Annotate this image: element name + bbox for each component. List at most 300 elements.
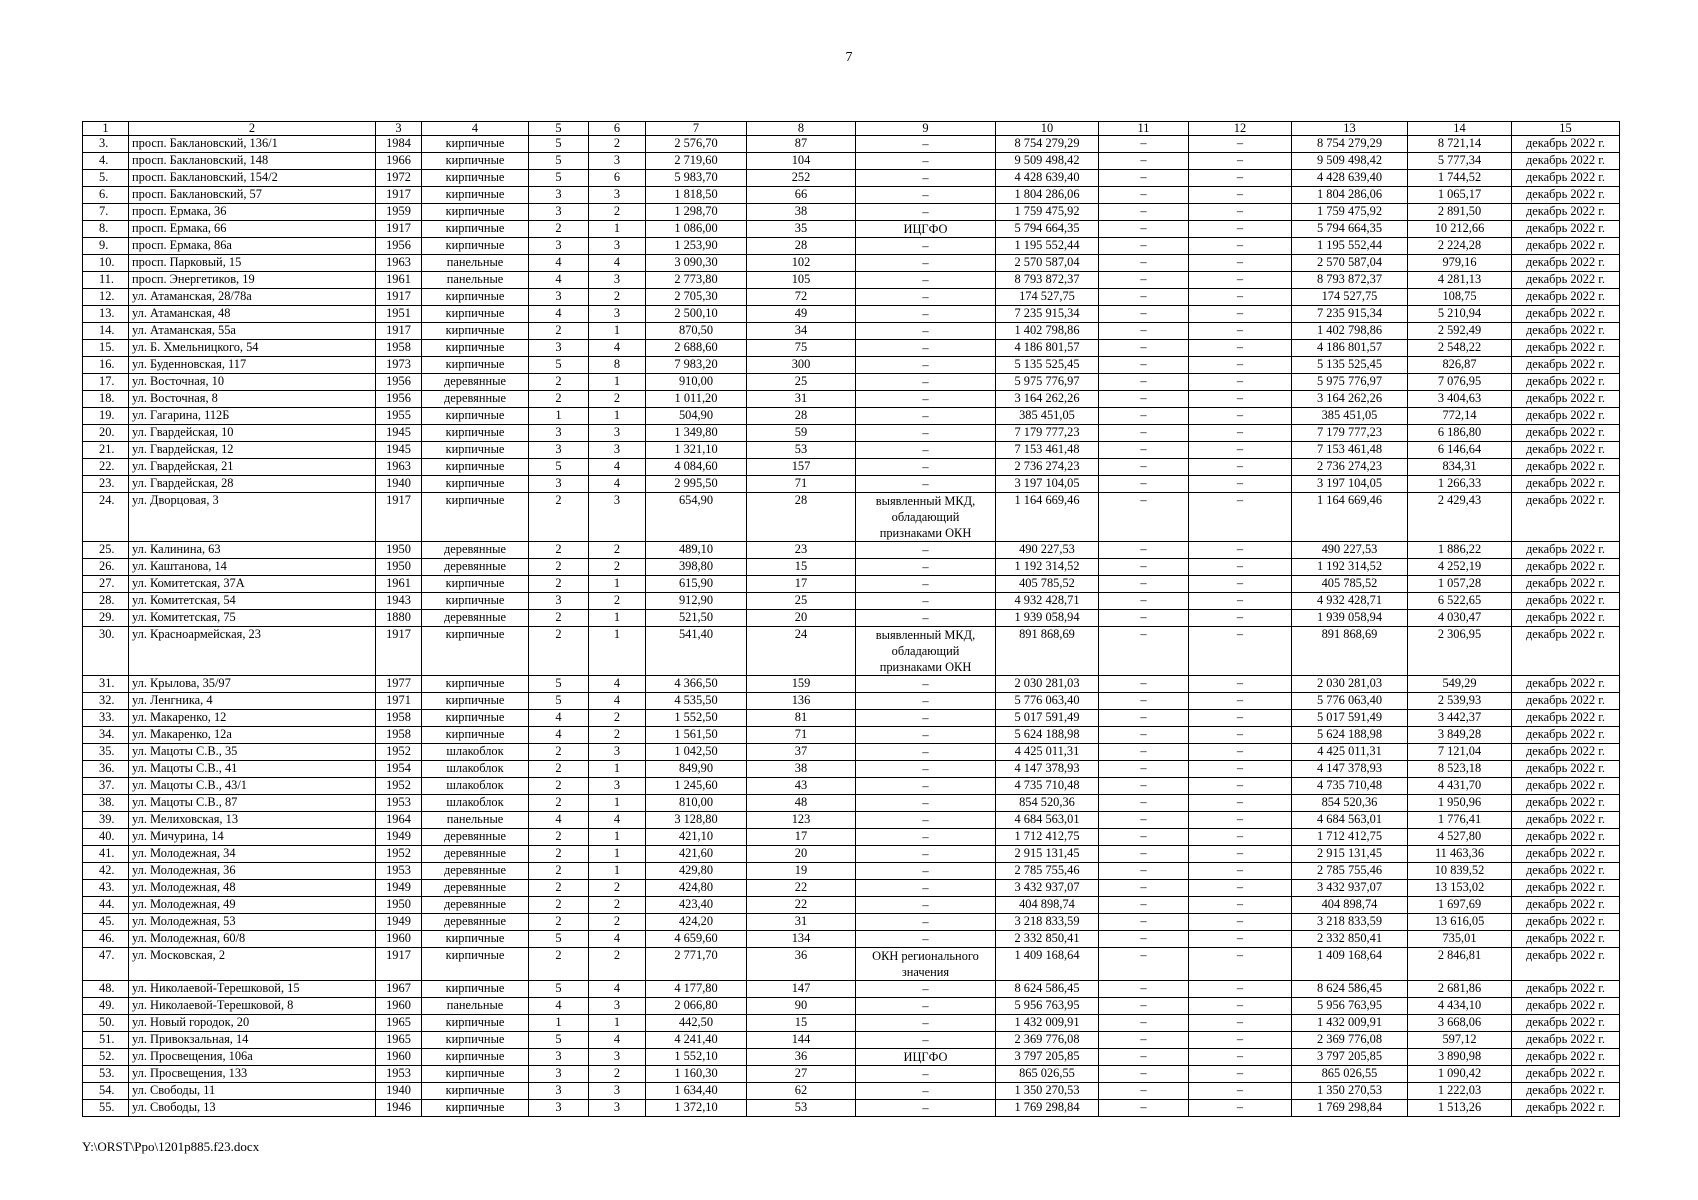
cell-floors: 3 — [529, 289, 589, 306]
cell-cost-col-13: 3 164 262,26 — [1292, 391, 1408, 408]
cell-entrances: 4 — [589, 459, 646, 476]
cell-cost-col-13: 2 570 587,04 — [1292, 255, 1408, 272]
cell-cost-col-11: – — [1099, 136, 1189, 153]
cell-cost-col-12: – — [1189, 627, 1292, 676]
cell-deadline: декабрь 2022 г. — [1512, 998, 1620, 1015]
cell-residents: 35 — [747, 221, 856, 238]
cell-floors: 5 — [529, 136, 589, 153]
cell-wall-material: кирпичные — [422, 1049, 529, 1066]
cell-address: ул. Макаренко, 12а — [129, 727, 376, 744]
cell-cost-per-sqm: 7 121,04 — [1408, 744, 1512, 761]
cell-row-number: 17. — [83, 374, 129, 391]
cell-cost-col-12: – — [1189, 576, 1292, 593]
cell-area: 3 128,80 — [646, 812, 747, 829]
cell-row-number: 32. — [83, 693, 129, 710]
cell-heritage-status: – — [856, 408, 996, 425]
cell-entrances: 4 — [589, 476, 646, 493]
cell-cost-col-11: – — [1099, 357, 1189, 374]
cell-deadline: декабрь 2022 г. — [1512, 357, 1620, 374]
column-number-header: 9 — [856, 122, 996, 136]
cell-year-built: 1956 — [376, 391, 422, 408]
cell-cost-col-11: – — [1099, 676, 1189, 693]
cell-cost-col-11: – — [1099, 255, 1189, 272]
cell-cost-col-11: – — [1099, 880, 1189, 897]
cell-heritage-status: – — [856, 187, 996, 204]
cell-floors: 5 — [529, 153, 589, 170]
cell-area: 2 773,80 — [646, 272, 747, 289]
cell-address: ул. Гвардейская, 10 — [129, 425, 376, 442]
table-row — [83, 727, 1620, 744]
cell-heritage-status: – — [856, 459, 996, 476]
cell-floors: 1 — [529, 408, 589, 425]
cell-cost-col-12: – — [1189, 981, 1292, 998]
cell-cost-total: 2 030 281,03 — [996, 676, 1099, 693]
cell-cost-total: 1 939 058,94 — [996, 610, 1099, 627]
cell-year-built: 1940 — [376, 1083, 422, 1100]
table-row — [83, 676, 1620, 693]
cell-cost-col-11: – — [1099, 998, 1189, 1015]
cell-wall-material: кирпичные — [422, 576, 529, 593]
cell-entrances: 3 — [589, 238, 646, 255]
cell-year-built: 1963 — [376, 459, 422, 476]
cell-cost-total: 1 350 270,53 — [996, 1083, 1099, 1100]
cell-cost-per-sqm: 4 252,19 — [1408, 559, 1512, 576]
cell-wall-material: деревянные — [422, 610, 529, 627]
cell-cost-col-12: – — [1189, 170, 1292, 187]
cell-heritage-status: – — [856, 812, 996, 829]
cell-deadline: декабрь 2022 г. — [1512, 576, 1620, 593]
table-row — [83, 357, 1620, 374]
cell-cost-per-sqm: 5 210,94 — [1408, 306, 1512, 323]
cell-wall-material: кирпичные — [422, 1083, 529, 1100]
cell-entrances: 2 — [589, 204, 646, 221]
cell-floors: 4 — [529, 998, 589, 1015]
cell-cost-col-11: – — [1099, 221, 1189, 238]
cell-address: ул. Николаевой-Терешковой, 8 — [129, 998, 376, 1015]
cell-entrances: 4 — [589, 693, 646, 710]
cell-area: 421,60 — [646, 846, 747, 863]
cell-floors: 2 — [529, 323, 589, 340]
cell-area: 429,80 — [646, 863, 747, 880]
cell-cost-col-11: – — [1099, 829, 1189, 846]
table-row — [83, 391, 1620, 408]
cell-cost-per-sqm: 6 522,65 — [1408, 593, 1512, 610]
cell-deadline: декабрь 2022 г. — [1512, 931, 1620, 948]
cell-deadline: декабрь 2022 г. — [1512, 914, 1620, 931]
cell-area: 1 561,50 — [646, 727, 747, 744]
cell-area: 870,50 — [646, 323, 747, 340]
cell-cost-col-11: – — [1099, 204, 1189, 221]
cell-wall-material: кирпичные — [422, 153, 529, 170]
cell-cost-total: 5 975 776,97 — [996, 374, 1099, 391]
cell-area: 654,90 — [646, 493, 747, 542]
cell-area: 4 084,60 — [646, 459, 747, 476]
cell-row-number: 10. — [83, 255, 129, 272]
cell-floors: 5 — [529, 676, 589, 693]
cell-row-number: 50. — [83, 1015, 129, 1032]
cell-cost-col-13: 5 135 525,45 — [1292, 357, 1408, 374]
table-row — [83, 914, 1620, 931]
cell-year-built: 1954 — [376, 761, 422, 778]
cell-floors: 4 — [529, 272, 589, 289]
cell-row-number: 28. — [83, 593, 129, 610]
cell-year-built: 1973 — [376, 357, 422, 374]
cell-cost-col-11: – — [1099, 374, 1189, 391]
cell-cost-per-sqm: 10 839,52 — [1408, 863, 1512, 880]
cell-year-built: 1945 — [376, 425, 422, 442]
table-row — [83, 374, 1620, 391]
table-row — [83, 272, 1620, 289]
cell-cost-col-13: 8 793 872,37 — [1292, 272, 1408, 289]
table-row — [83, 340, 1620, 357]
cell-deadline: декабрь 2022 г. — [1512, 272, 1620, 289]
cell-heritage-status: – — [856, 914, 996, 931]
cell-row-number: 16. — [83, 357, 129, 374]
cell-row-number: 37. — [83, 778, 129, 795]
cell-area: 2 995,50 — [646, 476, 747, 493]
cell-cost-per-sqm: 2 224,28 — [1408, 238, 1512, 255]
cell-wall-material: кирпичные — [422, 425, 529, 442]
cell-heritage-status: – — [856, 425, 996, 442]
cell-cost-col-11: – — [1099, 425, 1189, 442]
cell-cost-total: 174 527,75 — [996, 289, 1099, 306]
cell-cost-col-13: 1 195 552,44 — [1292, 238, 1408, 255]
cell-area: 521,50 — [646, 610, 747, 627]
cell-wall-material: кирпичные — [422, 981, 529, 998]
cell-floors: 3 — [529, 1066, 589, 1083]
cell-row-number: 9. — [83, 238, 129, 255]
cell-cost-col-12: – — [1189, 998, 1292, 1015]
cell-address: просп. Баклановский, 57 — [129, 187, 376, 204]
cell-cost-col-11: – — [1099, 1032, 1189, 1049]
cell-wall-material: кирпичные — [422, 323, 529, 340]
cell-residents: 24 — [747, 627, 856, 676]
cell-cost-col-12: – — [1189, 761, 1292, 778]
cell-cost-col-13: 2 369 776,08 — [1292, 1032, 1408, 1049]
cell-floors: 4 — [529, 306, 589, 323]
cell-cost-total: 5 776 063,40 — [996, 693, 1099, 710]
cell-cost-col-12: – — [1189, 829, 1292, 846]
cell-residents: 48 — [747, 795, 856, 812]
cell-cost-per-sqm: 549,29 — [1408, 676, 1512, 693]
cell-year-built: 1966 — [376, 153, 422, 170]
cell-row-number: 35. — [83, 744, 129, 761]
cell-row-number: 39. — [83, 812, 129, 829]
cell-address: ул. Комитетская, 75 — [129, 610, 376, 627]
cell-area: 2 576,70 — [646, 136, 747, 153]
column-number-header: 6 — [589, 122, 646, 136]
cell-cost-per-sqm: 826,87 — [1408, 357, 1512, 374]
cell-cost-col-13: 3 197 104,05 — [1292, 476, 1408, 493]
cell-cost-per-sqm: 2 592,49 — [1408, 323, 1512, 340]
cell-cost-col-11: – — [1099, 727, 1189, 744]
cell-address: ул. Молодежная, 34 — [129, 846, 376, 863]
cell-area: 2 066,80 — [646, 998, 747, 1015]
cell-address: просп. Ермака, 36 — [129, 204, 376, 221]
cell-address: ул. Гвардейская, 12 — [129, 442, 376, 459]
cell-year-built: 1964 — [376, 812, 422, 829]
cell-deadline: декабрь 2022 г. — [1512, 948, 1620, 981]
cell-cost-total: 4 684 563,01 — [996, 812, 1099, 829]
cell-year-built: 1945 — [376, 442, 422, 459]
cell-year-built: 1949 — [376, 914, 422, 931]
cell-cost-col-11: – — [1099, 795, 1189, 812]
cell-wall-material: кирпичные — [422, 459, 529, 476]
cell-cost-total: 3 164 262,26 — [996, 391, 1099, 408]
cell-row-number: 49. — [83, 998, 129, 1015]
cell-deadline: декабрь 2022 г. — [1512, 559, 1620, 576]
cell-cost-total: 7 235 915,34 — [996, 306, 1099, 323]
cell-wall-material: кирпичные — [422, 593, 529, 610]
cell-year-built: 1917 — [376, 323, 422, 340]
cell-row-number: 42. — [83, 863, 129, 880]
cell-deadline: декабрь 2022 г. — [1512, 744, 1620, 761]
cell-floors: 5 — [529, 931, 589, 948]
cell-row-number: 20. — [83, 425, 129, 442]
cell-row-number: 14. — [83, 323, 129, 340]
cell-cost-col-13: 1 432 009,91 — [1292, 1015, 1408, 1032]
cell-wall-material: кирпичные — [422, 1100, 529, 1117]
cell-row-number: 44. — [83, 897, 129, 914]
cell-year-built: 1953 — [376, 1066, 422, 1083]
cell-entrances: 1 — [589, 863, 646, 880]
cell-year-built: 1940 — [376, 476, 422, 493]
cell-cost-total: 1 192 314,52 — [996, 559, 1099, 576]
column-number-header: 15 — [1512, 122, 1620, 136]
cell-heritage-status: – — [856, 693, 996, 710]
cell-residents: 28 — [747, 408, 856, 425]
cell-floors: 4 — [529, 710, 589, 727]
cell-area: 541,40 — [646, 627, 747, 676]
cell-heritage-status: – — [856, 559, 996, 576]
cell-residents: 59 — [747, 425, 856, 442]
cell-cost-per-sqm: 735,01 — [1408, 931, 1512, 948]
cell-cost-col-12: – — [1189, 559, 1292, 576]
cell-entrances: 3 — [589, 1083, 646, 1100]
cell-wall-material: деревянные — [422, 846, 529, 863]
cell-address: ул. Свободы, 13 — [129, 1100, 376, 1117]
cell-row-number: 27. — [83, 576, 129, 593]
cell-area: 4 177,80 — [646, 981, 747, 998]
cell-area: 615,90 — [646, 576, 747, 593]
cell-entrances: 3 — [589, 442, 646, 459]
cell-entrances: 3 — [589, 998, 646, 1015]
cell-row-number: 11. — [83, 272, 129, 289]
cell-address: просп. Ермака, 66 — [129, 221, 376, 238]
cell-heritage-status: – — [856, 778, 996, 795]
cell-cost-total: 4 428 639,40 — [996, 170, 1099, 187]
cell-floors: 3 — [529, 204, 589, 221]
cell-area: 2 719,60 — [646, 153, 747, 170]
cell-area: 423,40 — [646, 897, 747, 914]
cell-entrances: 4 — [589, 255, 646, 272]
cell-cost-total: 4 932 428,71 — [996, 593, 1099, 610]
cell-year-built: 1956 — [376, 374, 422, 391]
cell-address: ул. Свободы, 11 — [129, 1083, 376, 1100]
table-row — [83, 493, 1620, 542]
cell-entrances: 8 — [589, 357, 646, 374]
cell-cost-col-11: – — [1099, 238, 1189, 255]
cell-residents: 43 — [747, 778, 856, 795]
cell-wall-material: кирпичные — [422, 693, 529, 710]
cell-cost-col-11: – — [1099, 442, 1189, 459]
cell-row-number: 53. — [83, 1066, 129, 1083]
cell-floors: 2 — [529, 778, 589, 795]
cell-entrances: 3 — [589, 1100, 646, 1117]
cell-row-number: 52. — [83, 1049, 129, 1066]
cell-entrances: 2 — [589, 880, 646, 897]
cell-wall-material: кирпичные — [422, 204, 529, 221]
cell-area: 1 011,20 — [646, 391, 747, 408]
cell-cost-col-12: – — [1189, 136, 1292, 153]
cell-residents: 102 — [747, 255, 856, 272]
cell-wall-material: кирпичные — [422, 1015, 529, 1032]
cell-cost-col-12: – — [1189, 676, 1292, 693]
cell-floors: 3 — [529, 1049, 589, 1066]
cell-residents: 252 — [747, 170, 856, 187]
cell-residents: 36 — [747, 948, 856, 981]
cell-cost-per-sqm: 8 721,14 — [1408, 136, 1512, 153]
cell-row-number: 24. — [83, 493, 129, 542]
cell-residents: 34 — [747, 323, 856, 340]
cell-heritage-status: выявленный МКД, обладающий признаками ОКН — [856, 493, 996, 542]
cell-wall-material: деревянные — [422, 829, 529, 846]
cell-cost-col-11: – — [1099, 391, 1189, 408]
cell-wall-material: кирпичные — [422, 493, 529, 542]
cell-cost-col-12: – — [1189, 391, 1292, 408]
cell-address: ул. Просвещения, 133 — [129, 1066, 376, 1083]
cell-cost-per-sqm: 5 777,34 — [1408, 153, 1512, 170]
cell-cost-per-sqm: 10 212,66 — [1408, 221, 1512, 238]
cell-wall-material: панельные — [422, 998, 529, 1015]
cell-floors: 3 — [529, 1083, 589, 1100]
cell-address: ул. Мацоты С.В., 41 — [129, 761, 376, 778]
cell-wall-material: кирпичные — [422, 476, 529, 493]
cell-residents: 31 — [747, 391, 856, 408]
cell-entrances: 2 — [589, 897, 646, 914]
cell-address: ул. Каштанова, 14 — [129, 559, 376, 576]
cell-year-built: 1951 — [376, 306, 422, 323]
column-number-header: 10 — [996, 122, 1099, 136]
table-row — [83, 221, 1620, 238]
cell-wall-material: кирпичные — [422, 238, 529, 255]
cell-year-built: 1917 — [376, 289, 422, 306]
cell-residents: 71 — [747, 727, 856, 744]
cell-cost-total: 891 868,69 — [996, 627, 1099, 676]
cell-cost-col-12: – — [1189, 778, 1292, 795]
cell-cost-per-sqm: 2 681,86 — [1408, 981, 1512, 998]
cell-residents: 49 — [747, 306, 856, 323]
cell-address: ул. Гвардейская, 28 — [129, 476, 376, 493]
cell-cost-total: 4 186 801,57 — [996, 340, 1099, 357]
cell-cost-col-11: – — [1099, 306, 1189, 323]
cell-entrances: 2 — [589, 710, 646, 727]
cell-heritage-status: – — [856, 255, 996, 272]
cell-cost-total: 5 135 525,45 — [996, 357, 1099, 374]
cell-address: просп. Баклановский, 148 — [129, 153, 376, 170]
column-number-header: 7 — [646, 122, 747, 136]
cell-address: ул. Мацоты С.В., 87 — [129, 795, 376, 812]
cell-area: 424,80 — [646, 880, 747, 897]
cell-heritage-status: – — [856, 170, 996, 187]
cell-cost-total: 1 804 286,06 — [996, 187, 1099, 204]
cell-cost-col-13: 854 520,36 — [1292, 795, 1408, 812]
cell-residents: 72 — [747, 289, 856, 306]
cell-wall-material: кирпичные — [422, 187, 529, 204]
cell-heritage-status: – — [856, 846, 996, 863]
table-row — [83, 744, 1620, 761]
cell-area: 489,10 — [646, 542, 747, 559]
cell-entrances: 1 — [589, 221, 646, 238]
cell-row-number: 54. — [83, 1083, 129, 1100]
table-row — [83, 306, 1620, 323]
cell-cost-total: 490 227,53 — [996, 542, 1099, 559]
cell-cost-col-13: 5 956 763,95 — [1292, 998, 1408, 1015]
table-row — [83, 238, 1620, 255]
cell-cost-col-11: – — [1099, 1100, 1189, 1117]
cell-address: ул. Комитетская, 54 — [129, 593, 376, 610]
cell-cost-col-11: – — [1099, 408, 1189, 425]
cell-entrances: 1 — [589, 829, 646, 846]
cell-cost-total: 2 332 850,41 — [996, 931, 1099, 948]
cell-heritage-status: – — [856, 931, 996, 948]
cell-heritage-status: – — [856, 593, 996, 610]
table-row — [83, 255, 1620, 272]
table-row — [83, 153, 1620, 170]
cell-heritage-status: – — [856, 542, 996, 559]
cell-cost-col-12: – — [1189, 1066, 1292, 1083]
cell-area: 1 349,80 — [646, 425, 747, 442]
cell-cost-col-11: – — [1099, 170, 1189, 187]
cell-residents: 19 — [747, 863, 856, 880]
cell-residents: 37 — [747, 744, 856, 761]
cell-area: 910,00 — [646, 374, 747, 391]
cell-address: ул. Привокзальная, 14 — [129, 1032, 376, 1049]
cell-cost-col-12: – — [1189, 1100, 1292, 1117]
cell-entrances: 1 — [589, 323, 646, 340]
cell-year-built: 1956 — [376, 238, 422, 255]
cell-cost-col-12: – — [1189, 408, 1292, 425]
cell-deadline: декабрь 2022 г. — [1512, 610, 1620, 627]
cell-deadline: декабрь 2022 г. — [1512, 812, 1620, 829]
cell-floors: 3 — [529, 425, 589, 442]
cell-cost-col-12: – — [1189, 374, 1292, 391]
cell-floors: 5 — [529, 459, 589, 476]
cell-cost-col-12: – — [1189, 948, 1292, 981]
cell-cost-total: 1 164 669,46 — [996, 493, 1099, 542]
cell-area: 7 983,20 — [646, 357, 747, 374]
table-row — [83, 136, 1620, 153]
cell-floors: 2 — [529, 846, 589, 863]
cell-heritage-status: – — [856, 998, 996, 1015]
cell-entrances: 3 — [589, 778, 646, 795]
cell-year-built: 1977 — [376, 676, 422, 693]
cell-cost-col-13: 1 409 168,64 — [1292, 948, 1408, 981]
cell-cost-col-11: – — [1099, 542, 1189, 559]
cell-cost-per-sqm: 1 886,22 — [1408, 542, 1512, 559]
cell-row-number: 5. — [83, 170, 129, 187]
cell-area: 2 500,10 — [646, 306, 747, 323]
cell-row-number: 33. — [83, 710, 129, 727]
cell-cost-per-sqm: 4 434,10 — [1408, 998, 1512, 1015]
cell-cost-col-12: – — [1189, 204, 1292, 221]
cell-cost-col-12: – — [1189, 272, 1292, 289]
column-number-header: 8 — [747, 122, 856, 136]
cell-row-number: 55. — [83, 1100, 129, 1117]
cell-residents: 136 — [747, 693, 856, 710]
cell-heritage-status: – — [856, 610, 996, 627]
cell-cost-col-11: – — [1099, 576, 1189, 593]
